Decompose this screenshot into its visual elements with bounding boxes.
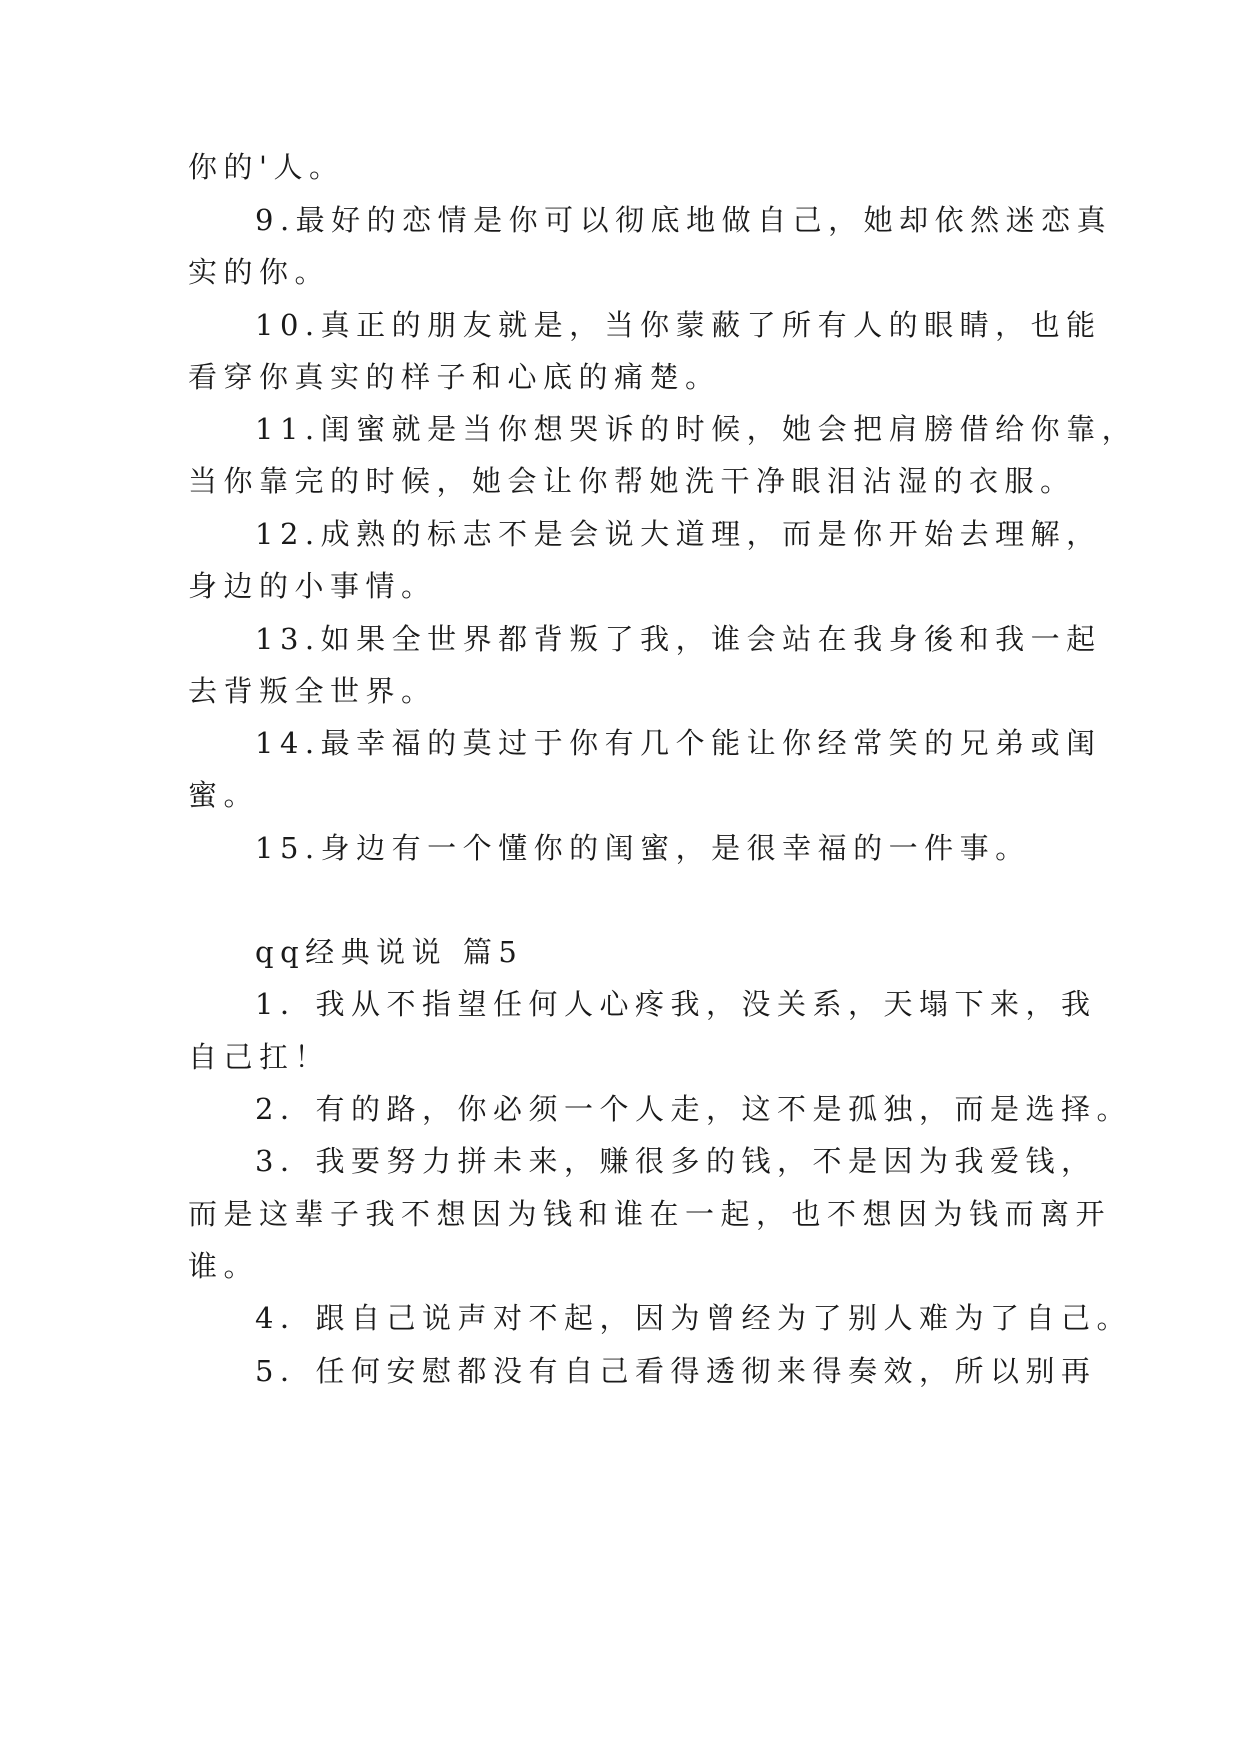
list-item: 11.闺蜜就是当你想哭诉的时候，她会把肩膀借给你靠， (255, 412, 1138, 446)
text-line: 蜜。 (188, 778, 260, 812)
list-item: 10.真正的朋友就是，当你蒙蔽了所有人的眼睛，也能 (255, 308, 1102, 342)
list-item: 13.如果全世界都背叛了我，谁会站在我身後和我一起 (255, 622, 1102, 656)
list-item: 3．我要努力拼未来，赚很多的钱，不是因为我爱钱， (255, 1144, 1097, 1178)
list-item: 12.成熟的标志不是会说大道理，而是你开始去理解， (255, 517, 1102, 551)
section-heading: qq经典说说 篇5 (255, 935, 524, 969)
list-item: 14.最幸福的莫过于你有几个能让你经常笑的兄弟或闺 (255, 726, 1102, 760)
list-item: 1．我从不指望任何人心疼我，没关系，天塌下来，我 (255, 987, 1097, 1021)
text-line: 身边的小事情。 (188, 569, 437, 603)
list-item: 5．任何安慰都没有自己看得透彻来得奏效，所以别再 (255, 1354, 1097, 1388)
list-item: 4．跟自己说声对不起，因为曾经为了别人难为了自己。 (255, 1301, 1132, 1335)
list-item: 15.身边有一个懂你的闺蜜，是很幸福的一件事。 (255, 831, 1031, 865)
text-line: 看穿你真实的样子和心底的痛楚。 (188, 360, 721, 394)
text-line: 当你靠完的时候，她会让你帮她洗干净眼泪沾湿的衣服。 (188, 464, 1076, 498)
text-line: 你的'人。 (188, 150, 345, 184)
list-item: 2．有的路，你必须一个人走，这不是孤独，而是选择。 (255, 1092, 1132, 1126)
text-line: 自己扛！ (188, 1040, 331, 1074)
text-line: 实的你。 (188, 255, 331, 289)
text-line: 谁。 (188, 1249, 260, 1283)
list-item: 9.最好的恋情是你可以彻底地做自己，她却依然迷恋真 (255, 203, 1113, 237)
text-line: 而是这辈子我不想因为钱和谁在一起，也不想因为钱而离开 (188, 1197, 1112, 1231)
text-line: 去背叛全世界。 (188, 674, 437, 708)
